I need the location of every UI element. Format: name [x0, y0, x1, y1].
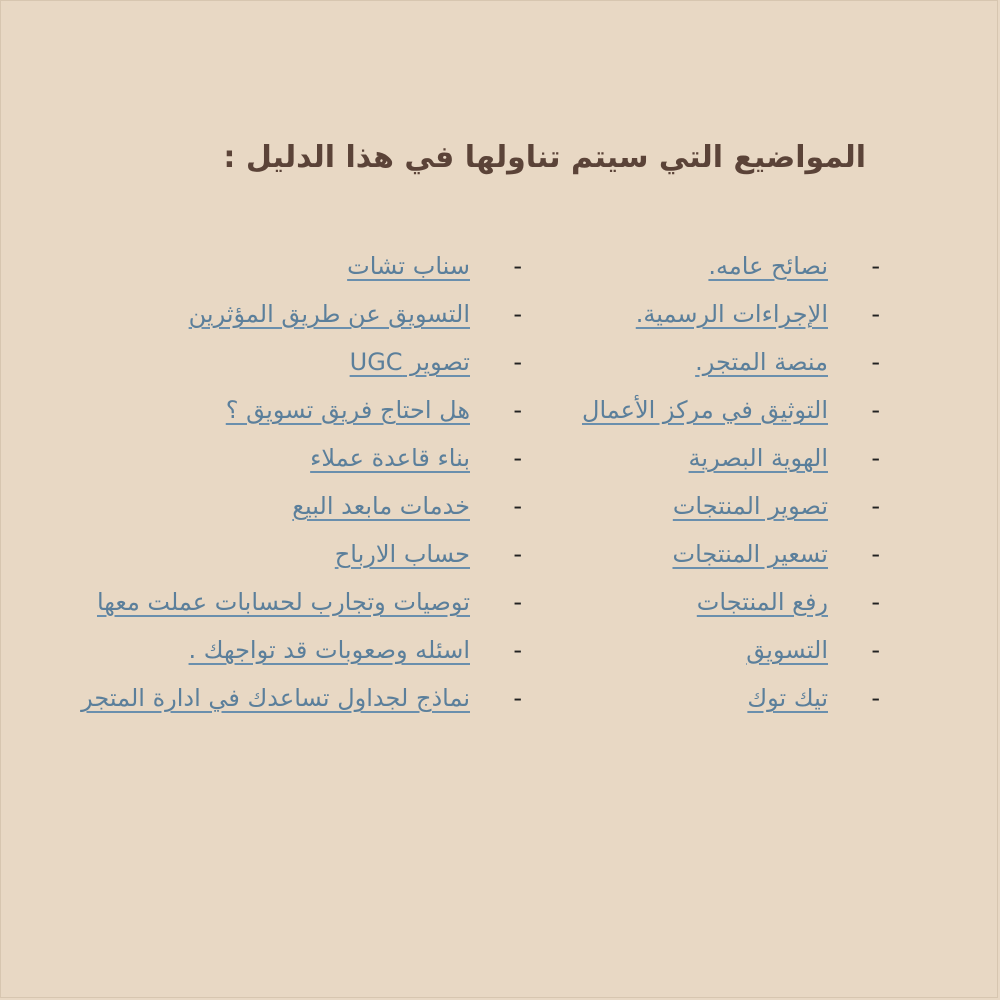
- topic-link-questions-difficulties[interactable]: اسئله وصعوبات قد تواجهك .: [188, 636, 470, 664]
- topic-link-after-sales-services[interactable]: خدمات مابعد البيع: [292, 492, 470, 520]
- topic-link-profit-calculation[interactable]: حساب الارباح: [334, 540, 470, 568]
- list-item: [582, 297, 880, 345]
- topic-link-customer-base[interactable]: بناء قاعدة عملاء: [310, 444, 470, 472]
- topic-link-general-tips[interactable]: نصائح عامه.: [708, 252, 828, 280]
- topic-link-recommendations[interactable]: توصيات وتجارب لحسابات عملت معها: [96, 588, 470, 616]
- topic-link-influencer-marketing[interactable]: التسويق عن طريق المؤثرين: [188, 300, 470, 328]
- list-item: [582, 345, 880, 393]
- topic-link-product-photography[interactable]: تصوير المنتجات: [672, 492, 828, 520]
- dash-bullet: -: [513, 300, 522, 328]
- dash-bullet: -: [871, 588, 880, 616]
- dash-bullet: -: [513, 252, 522, 280]
- dash-bullet: -: [871, 636, 880, 664]
- list-item: [582, 537, 880, 585]
- topic-link-marketing-team[interactable]: هل احتاج فريق تسويق ؟: [225, 396, 470, 424]
- list-item: [81, 489, 522, 537]
- list-item: [582, 489, 880, 537]
- list-item: [81, 441, 522, 489]
- topic-link-product-pricing[interactable]: تسعير المنتجات: [672, 540, 828, 568]
- dash-bullet: -: [871, 444, 880, 472]
- topic-link-store-management-templates[interactable]: نماذج لجداول تساعدك في ادارة المتجر: [81, 684, 470, 712]
- list-item: [582, 393, 880, 441]
- topic-link-snapchat[interactable]: سناب تشات: [347, 252, 470, 280]
- topic-link-official-procedures[interactable]: الإجراءات الرسمية.: [635, 300, 828, 328]
- topic-link-product-upload[interactable]: رفع المنتجات: [696, 588, 828, 616]
- dash-bullet: -: [513, 348, 522, 376]
- topic-link-visual-identity[interactable]: الهوية البصرية: [688, 444, 828, 472]
- topic-link-store-platform[interactable]: منصة المتجر.: [695, 348, 828, 376]
- dash-bullet: -: [871, 492, 880, 520]
- list-item: [582, 585, 880, 633]
- list-item: [582, 441, 880, 489]
- dash-bullet: -: [513, 636, 522, 664]
- list-item: [81, 393, 522, 441]
- dash-bullet: -: [871, 348, 880, 376]
- list-item: [81, 537, 522, 585]
- page-title: المواضيع التي سيتم تناولها في هذا الدليل :: [223, 140, 866, 175]
- dash-bullet: -: [513, 684, 522, 712]
- dash-bullet: -: [871, 684, 880, 712]
- dash-bullet: -: [513, 588, 522, 616]
- list-item: [81, 249, 522, 297]
- list-item: [582, 249, 880, 297]
- topic-link-business-center-verification[interactable]: التوثيق في مركز الأعمال: [582, 396, 828, 424]
- list-item: [81, 345, 522, 393]
- list-item: [582, 681, 880, 729]
- dash-bullet: -: [513, 396, 522, 424]
- list-item: [582, 633, 880, 681]
- topics-list-left: [81, 249, 522, 729]
- dash-bullet: -: [513, 444, 522, 472]
- dash-bullet: -: [871, 300, 880, 328]
- topics-list-right: [582, 249, 880, 729]
- list-item: [81, 633, 522, 681]
- list-item: [81, 585, 522, 633]
- topic-link-marketing[interactable]: التسويق: [746, 636, 828, 664]
- topic-link-tiktok[interactable]: تيك توك: [747, 684, 828, 712]
- dash-bullet: -: [513, 540, 522, 568]
- dash-bullet: -: [871, 252, 880, 280]
- dash-bullet: -: [513, 492, 522, 520]
- dash-bullet: -: [871, 540, 880, 568]
- list-item: [81, 297, 522, 345]
- dash-bullet: -: [871, 396, 880, 424]
- topic-link-ugc-photography[interactable]: تصوير UGC: [349, 348, 470, 376]
- list-item: [81, 681, 522, 729]
